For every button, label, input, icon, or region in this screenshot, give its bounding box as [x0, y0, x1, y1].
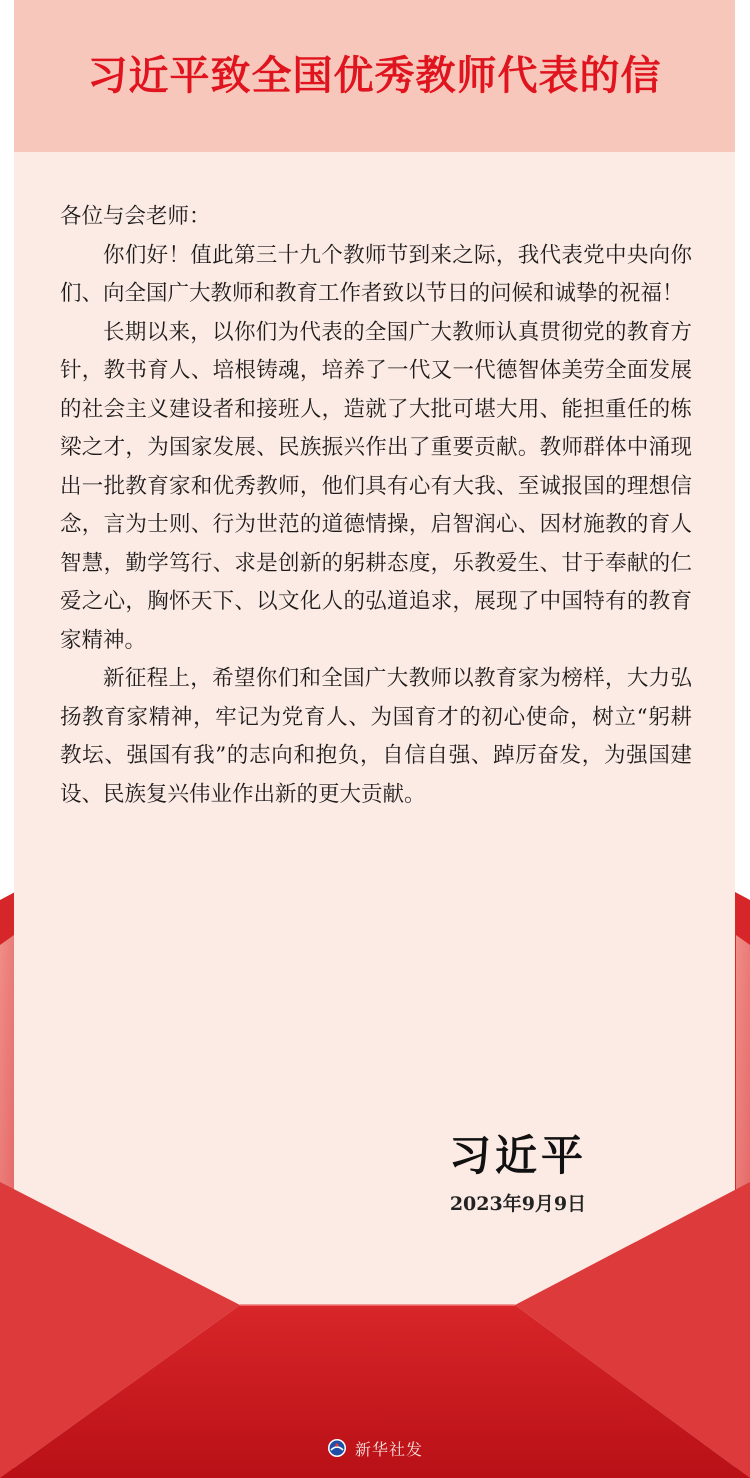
paragraph-2: 长期以来，以你们为代表的全国广大教师认真贯彻党的教育方针，教书育人、培根铸魂，培养了一代又一代德智体美劳全面发展的社会主义建设者和接班人，造就了大批可堪大用、能担重任的栋梁之才，为国家发展、民族振兴作出了重要贡献。教师群体中涌现出一批教育家和优秀教师，他们具有心有大我、至诚报国的理想信念，言为士则、行为世范的道德情操，启智润心、因材施教的育人智慧，勤学笃行、求是创新的躬耕态度，乐教爱生、甘于奉献的仁爱之心，胸怀天下、以文化人的弘道追求，展现了中国特有的教育家精神。	[60, 319, 692, 653]
paragraph-3: 新征程上，希望你们和全国广大教师以教育家为榜样，大力弘扬教育家精神，牢记为党育人、为国育才的初心使命，树立“躬耕教坛、强国有我”的志向和抱负，自信自强、踔厉奋发，为强国建设、民族复兴伟业作出新的更大贡献。	[60, 666, 692, 807]
footer-credit	[0, 1433, 750, 1463]
paragraph-1: 你们好！值此第三十九个教师节到来之际，我代表党中央向你们、向全国广大教师和教育工作者致以节日的问候和诚挚的祝福！	[60, 242, 692, 306]
signature: 习近平	[448, 1131, 587, 1180]
xinhua-logo-icon	[327, 1438, 347, 1458]
page-title: 习近平致全国优秀教师代表的信	[87, 52, 662, 99]
envelope-right-edge	[736, 935, 750, 1198]
letter-date: 2023年9月9日	[449, 1193, 587, 1215]
envelope-left-edge	[0, 935, 14, 1198]
footer-brand-text: 新华社发	[354, 1439, 423, 1459]
salutation: 各位与会老师：	[60, 204, 211, 229]
